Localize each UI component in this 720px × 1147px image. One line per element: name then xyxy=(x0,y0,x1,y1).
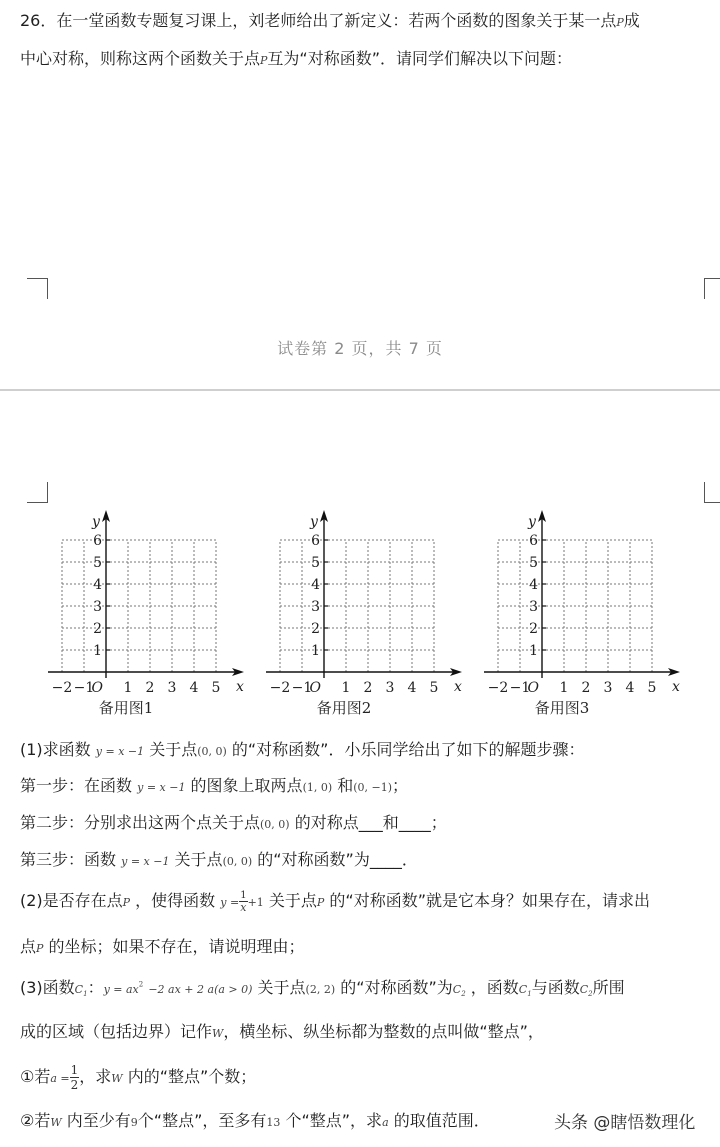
point-p: P xyxy=(616,16,624,29)
graph-caption: 备用图1 xyxy=(98,699,154,717)
part3-question-line2: 成的区域（包括边界）记作W，横坐标、纵坐标都为整数的点叫做“整点”， xyxy=(20,1022,544,1041)
x-tick-label: 4 xyxy=(189,680,199,696)
function-expr: y = x −1 xyxy=(95,745,145,758)
graph-caption: 备用图3 xyxy=(534,699,590,717)
x-tick-label: 4 xyxy=(625,680,635,696)
function-expr: y = x −1 xyxy=(137,781,186,794)
x-axis-label: x xyxy=(454,679,462,695)
point-p: P xyxy=(260,54,268,67)
y-tick-label: 3 xyxy=(529,599,538,615)
origin-label: O xyxy=(527,680,539,696)
point-p: P xyxy=(122,896,131,909)
y-tick-label: 2 xyxy=(529,621,538,637)
x-axis-label: x xyxy=(236,679,244,695)
coordinate-grid-2 xyxy=(262,508,462,723)
y-tick-label: 4 xyxy=(93,577,102,593)
x-tick-label: 2 xyxy=(581,680,591,696)
y-tick-label: 6 xyxy=(311,533,320,549)
page-divider xyxy=(0,389,720,391)
x-tick-label: 5 xyxy=(211,680,221,696)
x-tick-label: 2 xyxy=(363,680,373,696)
coordinate-grid-3 xyxy=(480,508,680,723)
origin-label: O xyxy=(309,680,321,696)
function-expr: y = x −1 xyxy=(121,855,170,868)
x-tick-label: −2 xyxy=(51,680,73,696)
y-tick-label: 2 xyxy=(311,621,320,637)
y-tick-label: 5 xyxy=(311,555,320,571)
fraction-1-over-x: $\frac{1}{x}$ xyxy=(240,890,247,914)
y-axis-label: y xyxy=(528,514,536,530)
point-origin: (0, 0) xyxy=(197,745,227,758)
point-p: P xyxy=(36,942,44,955)
problem-intro-line1: 26．在一堂函数专题复习课上，刘老师给出了新定义：若两个函数的图象关于某一点P成 xyxy=(20,11,640,30)
point-0-neg1: (0, −1) xyxy=(353,781,393,794)
x-tick-label: 3 xyxy=(167,680,177,696)
page-footer: 试卷第 2 页，共 7 页 xyxy=(277,339,443,358)
y-tick-label: 4 xyxy=(311,577,320,593)
corner-mark-top-left xyxy=(27,482,48,503)
part1-step1: 第一步：在函数 y = x −1 的图象上取两点(1, 0) 和(0, −1)； xyxy=(20,776,409,795)
x-tick-label: 3 xyxy=(603,680,613,696)
coordinate-grid-1 xyxy=(44,508,244,723)
x-tick-label: 2 xyxy=(145,680,155,696)
y-tick-label: 5 xyxy=(529,555,538,571)
part3-question-line1: (3)函数$C_1$：$y = ax^2 -2$ ax + 2 a(a > 0) 关于点(2, 2) 的“对称函数”为$C_2$ ，函数$C_1$与函数$C_2$所围 xyxy=(20,978,625,999)
x-tick-label: 1 xyxy=(341,680,351,696)
y-tick-label: 4 xyxy=(529,577,538,593)
region-w: W xyxy=(212,1027,224,1040)
corner-mark-bottom-left xyxy=(27,278,48,299)
point-2-2: (2, 2) xyxy=(305,983,336,996)
function-c2: $C_2$ xyxy=(452,983,466,999)
x-tick-label: 5 xyxy=(647,680,657,696)
x-tick-label: −1 xyxy=(73,680,95,696)
part3-sub-question-1: ①若a = $\frac{1}{2}$ ，求W 内的“整点”个数； xyxy=(20,1063,257,1092)
y-tick-label: 6 xyxy=(93,533,102,549)
y-tick-label: 1 xyxy=(529,643,538,659)
x-tick-label: −2 xyxy=(269,680,291,696)
point-origin: (0, 0) xyxy=(222,855,253,868)
y-axis-label: y xyxy=(310,514,318,530)
part2-question-line2: 点P 的坐标；如果不存在，请说明理由； xyxy=(20,937,305,956)
y-axis-label: y xyxy=(92,514,100,530)
y-tick-label: 3 xyxy=(93,599,102,615)
graph-caption: 备用图2 xyxy=(316,699,372,717)
x-tick-label: −1 xyxy=(291,680,313,696)
part2-question-line1: (2)是否存在点P ，使得函数 y = $\frac{1}{x}$ +1 关于点P 的“对称函数”就是它本身？如果存在，请求出 xyxy=(20,890,651,914)
point-p: P xyxy=(316,896,325,909)
x-tick-label: 3 xyxy=(385,680,395,696)
corner-mark-bottom-right xyxy=(704,278,720,299)
function-c1: $C_1$ xyxy=(74,983,88,999)
origin-label: O xyxy=(91,680,103,696)
y-tick-label: 6 xyxy=(529,533,538,549)
x-tick-label: 1 xyxy=(123,680,133,696)
point-origin: (0, 0) xyxy=(260,818,290,831)
y-tick-label: 1 xyxy=(311,643,320,659)
x-tick-label: −2 xyxy=(487,680,509,696)
x-axis-label: x xyxy=(672,679,680,695)
part1-step3: 第三步：函数 y = x −1 关于点(0, 0) 的“对称函数”为____． xyxy=(20,850,418,869)
x-tick-label: 4 xyxy=(407,680,417,696)
x-tick-label: −1 xyxy=(509,680,531,696)
y-tick-label: 1 xyxy=(93,643,102,659)
y-tick-label: 5 xyxy=(93,555,102,571)
part3-sub-question-2: ②若W 内至少有9个“整点”，至多有13 个“整点”，求a 的取值范围． xyxy=(20,1111,490,1130)
x-tick-label: 5 xyxy=(429,680,439,696)
part1-step2: 第二步：分别求出这两个点关于点(0, 0) 的对称点___和____； xyxy=(20,813,447,832)
problem-intro-line2: 中心对称，则称这两个函数关于点P互为“对称函数”．请同学们解决以下问题： xyxy=(20,49,573,68)
watermark: 头条 @瞎悟数理化 xyxy=(554,1113,696,1133)
point-1-0: (1, 0) xyxy=(302,781,333,794)
y-tick-label: 2 xyxy=(93,621,102,637)
y-tick-label: 3 xyxy=(311,599,320,615)
fraction-one-half: $\frac{1}{2}$ xyxy=(70,1063,79,1092)
x-tick-label: 1 xyxy=(559,680,569,696)
part1-question: (1)求函数 y = x −1 关于点(0, 0) 的“对称函数”．小乐同学给出了如下的解题步骤： xyxy=(20,740,585,759)
corner-mark-top-right xyxy=(704,482,720,503)
